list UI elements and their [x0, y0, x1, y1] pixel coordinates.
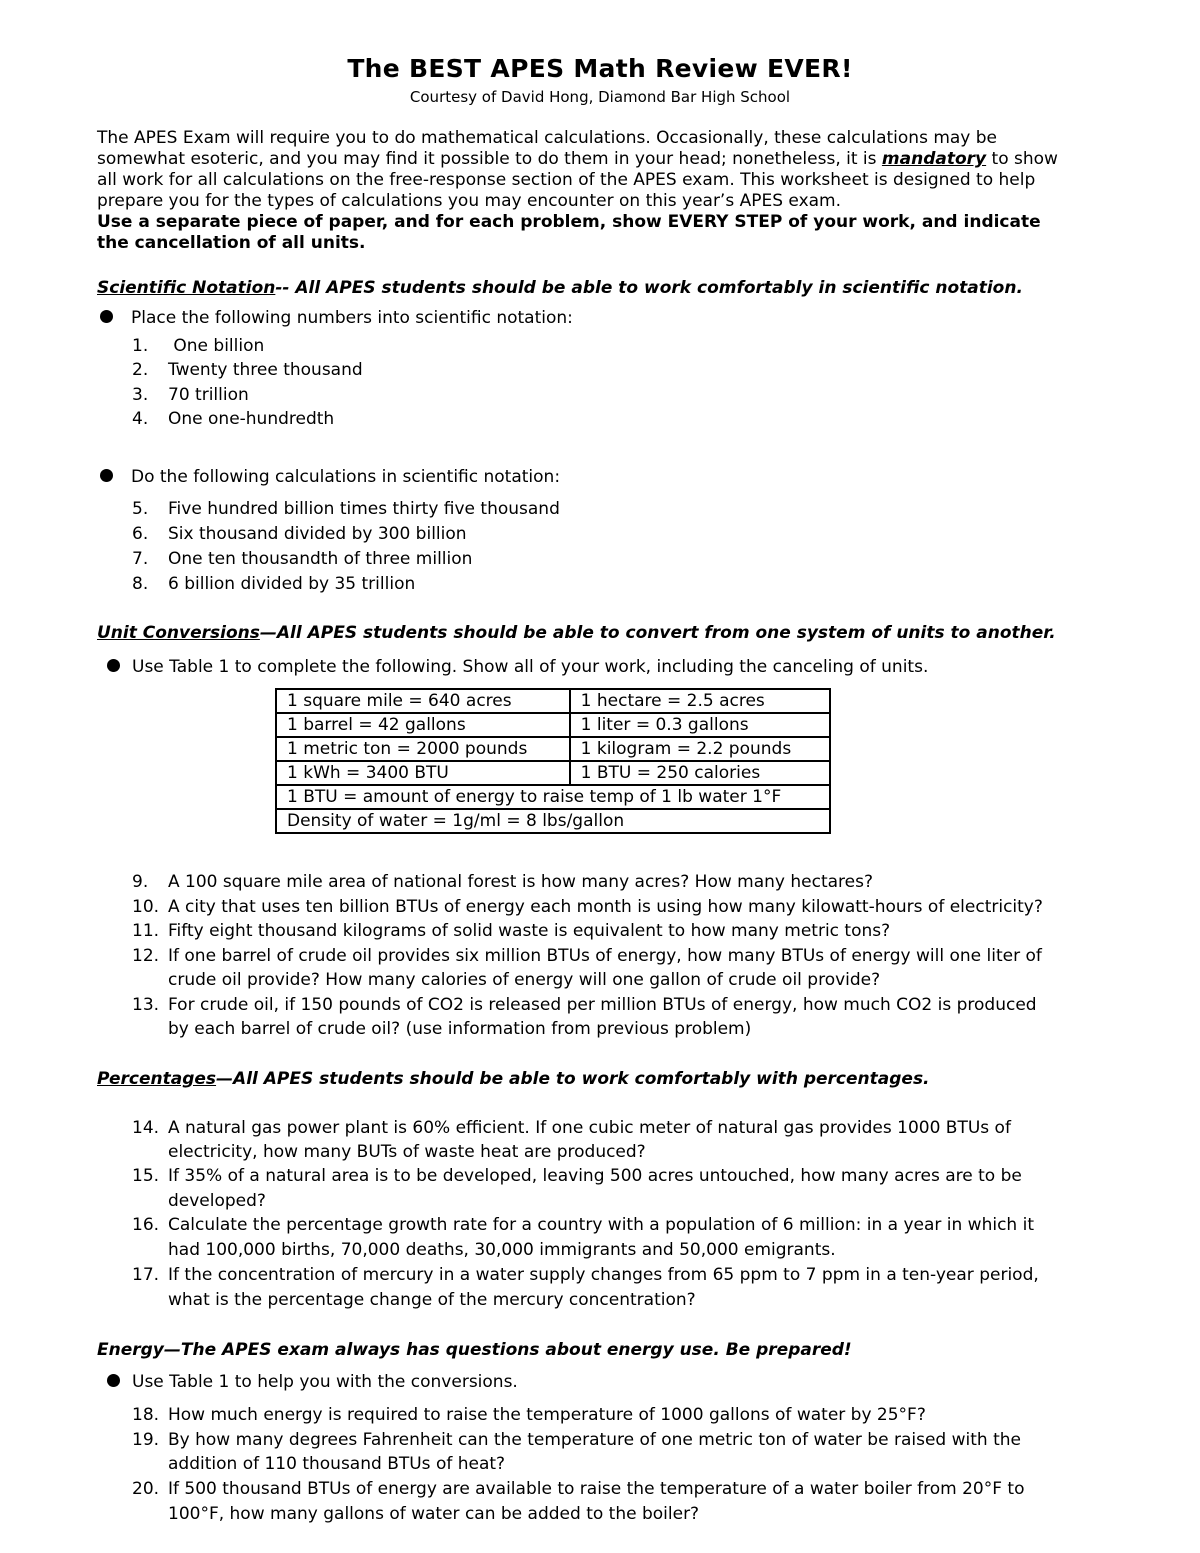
item-number: 20.: [132, 1479, 160, 1499]
item-text: If one barrel of crude oil provides six million BTUs of energy, how many BTUs of energy will one liter of: [168, 946, 1042, 966]
item-text: 70 trillion: [168, 385, 249, 405]
table-cell: 1 square mile = 640 acres: [276, 689, 570, 713]
item-number: 8.: [132, 574, 149, 594]
table-cell: 1 kilogram = 2.2 pounds: [570, 737, 830, 761]
item-text: A 100 square mile area of national forest is how many acres? How many hectares?: [168, 872, 873, 892]
item-number: 4.: [132, 409, 149, 429]
intro-paragraph: [97, 128, 1117, 254]
table-row: [276, 689, 830, 713]
page-subtitle: Courtesy of David Hong, Diamond Bar High School: [409, 88, 791, 106]
list-item: [132, 1215, 1034, 1260]
item-text: If 35% of a natural area is to be developed, leaving 500 acres untouched, how many acres are to be: [168, 1166, 1022, 1186]
item-number: 5.: [132, 499, 149, 519]
table-cell: 1 metric ton = 2000 pounds: [276, 737, 570, 761]
list-item: [132, 1430, 1021, 1474]
list-item: [132, 336, 264, 356]
list-item: [132, 946, 1042, 990]
list-item: [132, 1166, 1022, 1211]
item-number: 9.: [132, 872, 149, 892]
table-cell: 1 liter = 0.3 gallons: [570, 713, 830, 737]
item-number: 14.: [132, 1118, 160, 1138]
section-title: Percentages: [97, 1069, 217, 1089]
bullet-text: Use Table 1 to complete the following. Show all of your work, including the canceling of units.: [132, 657, 929, 677]
section-heading-energy: Energy—The APES exam always has questions about energy use. Be prepared!: [97, 1340, 852, 1360]
list-item: [132, 499, 560, 519]
section-subtitle: —All APES students should be able to work comfortably with percentages.: [216, 1069, 930, 1089]
section-subtitle: —All APES students should be able to convert from one system of units to another.: [259, 623, 1056, 643]
item-number: 19.: [132, 1430, 160, 1450]
bullet-dot-icon: [100, 310, 113, 323]
item-text: Five hundred billion times thirty five thousand: [168, 499, 560, 519]
item-text: By how many degrees Fahrenheit can the temperature of one metric ton of water be raised with the: [168, 1430, 1021, 1450]
section-heading-percentages: [97, 1069, 930, 1089]
list-item: [132, 1479, 1025, 1524]
item-text: Six thousand divided by 300 billion: [168, 524, 467, 544]
item-number: 17.: [132, 1265, 160, 1285]
intro-line-2-pre: somewhat esoteric, and you may find it possible to do them in your head; nonetheless, it is: [97, 149, 882, 169]
list-item: [132, 574, 415, 594]
item-text-continued: by each barrel of crude oil? (use information from previous problem): [168, 1019, 752, 1039]
bullet-text: Use Table 1 to help you with the conversions.: [132, 1372, 518, 1392]
item-number: 12.: [132, 946, 160, 966]
section-subtitle: -- All APES students should be able to work comfortably in scientific notation.: [275, 278, 1023, 298]
item-text: Fifty eight thousand kilograms of solid waste is equivalent to how many metric tons?: [168, 921, 891, 941]
table-row: [276, 737, 830, 761]
intro-line-1: The APES Exam will require you to do mathematical calculations. Occasionally, these calculations may be: [97, 128, 998, 148]
page-title: The BEST APES Math Review EVER!: [347, 54, 853, 83]
table-cell: 1 kWh = 3400 BTU: [276, 761, 570, 785]
item-number: 18.: [132, 1405, 160, 1425]
item-text: A city that uses ten billion BTUs of energy each month is using how many kilowatt-hours of electricity?: [168, 897, 1043, 917]
table-row: [276, 785, 830, 809]
item-number: 16.: [132, 1215, 160, 1235]
bullet-use-table: [107, 657, 928, 677]
intro-line-3: all work for all calculations on the free-response section of the APES exam. This worksheet is designed to help: [97, 170, 1036, 190]
bullet-text: Do the following calculations in scientific notation:: [131, 467, 561, 487]
item-text: For crude oil, if 150 pounds of CO2 is released per million BTUs of energy, how much CO2 is produced: [168, 995, 1037, 1015]
table-cell: Density of water = 1g/ml = 8 lbs/gallon: [276, 809, 830, 833]
section-title: Unit Conversions: [97, 623, 260, 643]
list-item: [132, 549, 472, 569]
item-number: 10.: [132, 897, 160, 917]
item-number: 7.: [132, 549, 149, 569]
table-cell: 1 hectare = 2.5 acres: [570, 689, 830, 713]
item-number: 1.: [132, 336, 149, 356]
item-text-continued: electricity, how many BUTs of waste heat are produced?: [168, 1142, 646, 1162]
list-item: [132, 921, 890, 941]
item-number: 3.: [132, 385, 149, 405]
list-item: [132, 409, 334, 429]
list-item: [132, 1265, 1039, 1310]
item-text: One ten thousandth of three million: [168, 549, 473, 569]
item-text: One billion: [168, 336, 265, 356]
list-item: [132, 1118, 1011, 1162]
bullet-use-table-energy: [107, 1372, 518, 1392]
item-number: 13.: [132, 995, 160, 1015]
list-item: [132, 385, 249, 405]
bullet-dot-icon: [107, 1374, 120, 1387]
intro-line-2: [97, 149, 1117, 170]
bullet-calculations: [100, 467, 560, 487]
instruction-line-1: Use a separate piece of paper, and for each problem, show EVERY STEP of your work, and indicate: [97, 212, 1041, 232]
section-heading-scientific-notation: [97, 278, 1023, 298]
list-item: [132, 897, 1043, 917]
bullet-text: Place the following numbers into scientific notation:: [131, 308, 573, 328]
bullet-dot-icon: [107, 659, 120, 672]
mandatory-emphasis: mandatory: [881, 149, 987, 169]
item-number: 6.: [132, 524, 149, 544]
item-text: One one-hundredth: [168, 409, 335, 429]
table-row: [276, 761, 830, 785]
item-text-continued: crude oil provide? How many calories of energy will one gallon of crude oil provide?: [168, 970, 881, 990]
item-number: 2.: [132, 360, 149, 380]
item-text: If 500 thousand BTUs of energy are available to raise the temperature of a water boiler from 20°F to: [168, 1479, 1025, 1499]
item-text-continued: addition of 110 thousand BTUs of heat?: [168, 1454, 506, 1474]
item-text: 6 billion divided by 35 trillion: [168, 574, 416, 594]
bullet-dot-icon: [100, 469, 113, 482]
conversion-table: [275, 688, 831, 834]
item-text: A natural gas power plant is 60% efficient. If one cubic meter of natural gas provides 1000 BTUs of: [168, 1118, 1011, 1138]
table-row: [276, 809, 830, 833]
item-number: 15.: [132, 1166, 160, 1186]
table-cell: 1 BTU = amount of energy to raise temp of 1 lb water 1°F: [276, 785, 830, 809]
table-row: [276, 713, 830, 737]
instruction-line-2: the cancellation of all units.: [97, 233, 366, 253]
item-number: 11.: [132, 921, 160, 941]
item-text-continued: had 100,000 births, 70,000 deaths, 30,000 immigrants and 50,000 emigrants.: [168, 1240, 836, 1260]
bullet-place-numbers: [100, 308, 573, 328]
item-text-continued: 100°F, how many gallons of water can be added to the boiler?: [168, 1504, 700, 1524]
item-text-continued: what is the percentage change of the mercury concentration?: [168, 1290, 696, 1310]
table-cell: 1 barrel = 42 gallons: [276, 713, 570, 737]
list-item: [132, 1405, 926, 1425]
section-title: Scientific Notation: [97, 278, 276, 298]
intro-line-4: prepare you for the types of calculations you may encounter on this year’s APES exam.: [97, 191, 842, 211]
item-text: Twenty three thousand: [168, 360, 363, 380]
item-text-continued: developed?: [168, 1191, 266, 1211]
intro-line-2-post: to show: [986, 149, 1058, 169]
table-cell: 1 BTU = 250 calories: [570, 761, 830, 785]
list-item: [132, 995, 1037, 1039]
item-text: How much energy is required to raise the temperature of 1000 gallons of water by 25°F?: [168, 1405, 926, 1425]
list-item: [132, 524, 467, 544]
list-item: [132, 872, 873, 892]
item-text: If the concentration of mercury in a water supply changes from 65 ppm to 7 ppm in a ten-year period,: [168, 1265, 1039, 1285]
list-item: [132, 360, 363, 380]
section-heading-unit-conversions: [97, 623, 1056, 643]
item-text: Calculate the percentage growth rate for a country with a population of 6 million: in a year in which it: [168, 1215, 1034, 1235]
